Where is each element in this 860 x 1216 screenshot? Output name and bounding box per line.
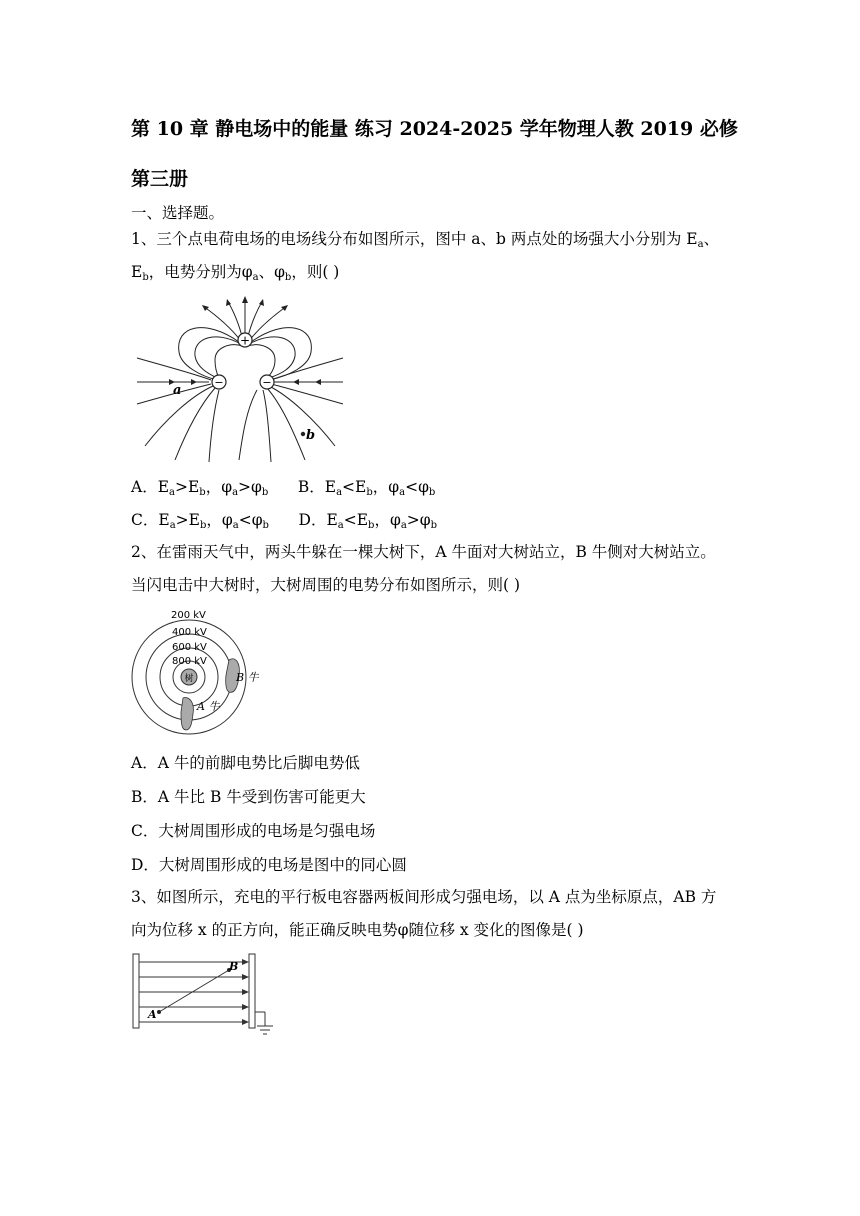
q2-stem: 2、在雷雨天气中，两头牛躲在一棵大树下，A 牛面对大树站立，B 牛侧对大树站立。当闪电击中大树时，大树周围的电势分布如图所示，则( ) bbox=[131, 543, 716, 594]
q2-potential-circles-figure bbox=[131, 604, 271, 738]
label-800kv: 800 kV bbox=[172, 656, 207, 667]
svg-text:−: − bbox=[214, 376, 224, 389]
label-600kv: 600 kV bbox=[172, 642, 207, 653]
q1-stem: 1、三个点电荷电场的电场线分布如图所示，图中 a、b 两点处的场强大小分别为 $E_a$、$E_b$，电势分别为$\varphi_a$、$\varphi_b$，则( ) bbox=[131, 230, 720, 283]
q3-stem: 3、如图所示，充电的平行板电容器两板间形成匀强电场，以 A 点为坐标原点，AB 方向为位移 x 的正方向，能正确反映电势φ随位移 x 变化的图像是( ) bbox=[131, 888, 717, 939]
q2-option-b: B．A 牛比 B 牛受到伤害可能更大 bbox=[131, 788, 366, 806]
point-b-dot bbox=[301, 432, 305, 436]
svg-text:+: + bbox=[239, 333, 251, 348]
label-200kv: 200 kV bbox=[171, 610, 206, 621]
point-a-label: a bbox=[173, 383, 182, 398]
point-B-label: B bbox=[229, 960, 239, 973]
page-title: 第 10 章 静电场中的能量 练习 2024-2025 学年物理人教 2019 必修第三册 bbox=[131, 118, 738, 190]
svg-text:树: 树 bbox=[184, 674, 194, 684]
q1-options-row1: A．$E_a>E_b$，$\varphi_a>\varphi_b$ B．$E_a<E_b$，$\varphi_a<\varphi_b$ bbox=[131, 478, 436, 498]
cow-a-icon bbox=[181, 698, 193, 730]
svg-text:−: − bbox=[262, 376, 272, 389]
point-A-label: A bbox=[148, 1008, 157, 1021]
q2-option-c: C．大树周围形成的电场是匀强电场 bbox=[131, 822, 376, 840]
q1-field-lines-figure bbox=[135, 296, 345, 464]
section-heading: 一、选择题。 bbox=[131, 204, 225, 222]
cow-b-label: B 牛 bbox=[236, 671, 259, 684]
q1-options-row2: C．$E_a>E_b$，$\varphi_a<\varphi_b$ D．$E_a<E_b$，$\varphi_a>\varphi_b$ bbox=[131, 511, 438, 531]
q2-option-d: D．大树周围形成的电场是图中的同心圆 bbox=[131, 856, 407, 874]
q3-capacitor-figure bbox=[131, 952, 281, 1042]
cow-a-label: A 牛 bbox=[197, 700, 220, 713]
q2-option-a: A．A 牛的前脚电势比后脚电势低 bbox=[131, 754, 360, 772]
point-b-label: b bbox=[306, 428, 316, 443]
label-400kv: 400 kV bbox=[172, 627, 207, 638]
